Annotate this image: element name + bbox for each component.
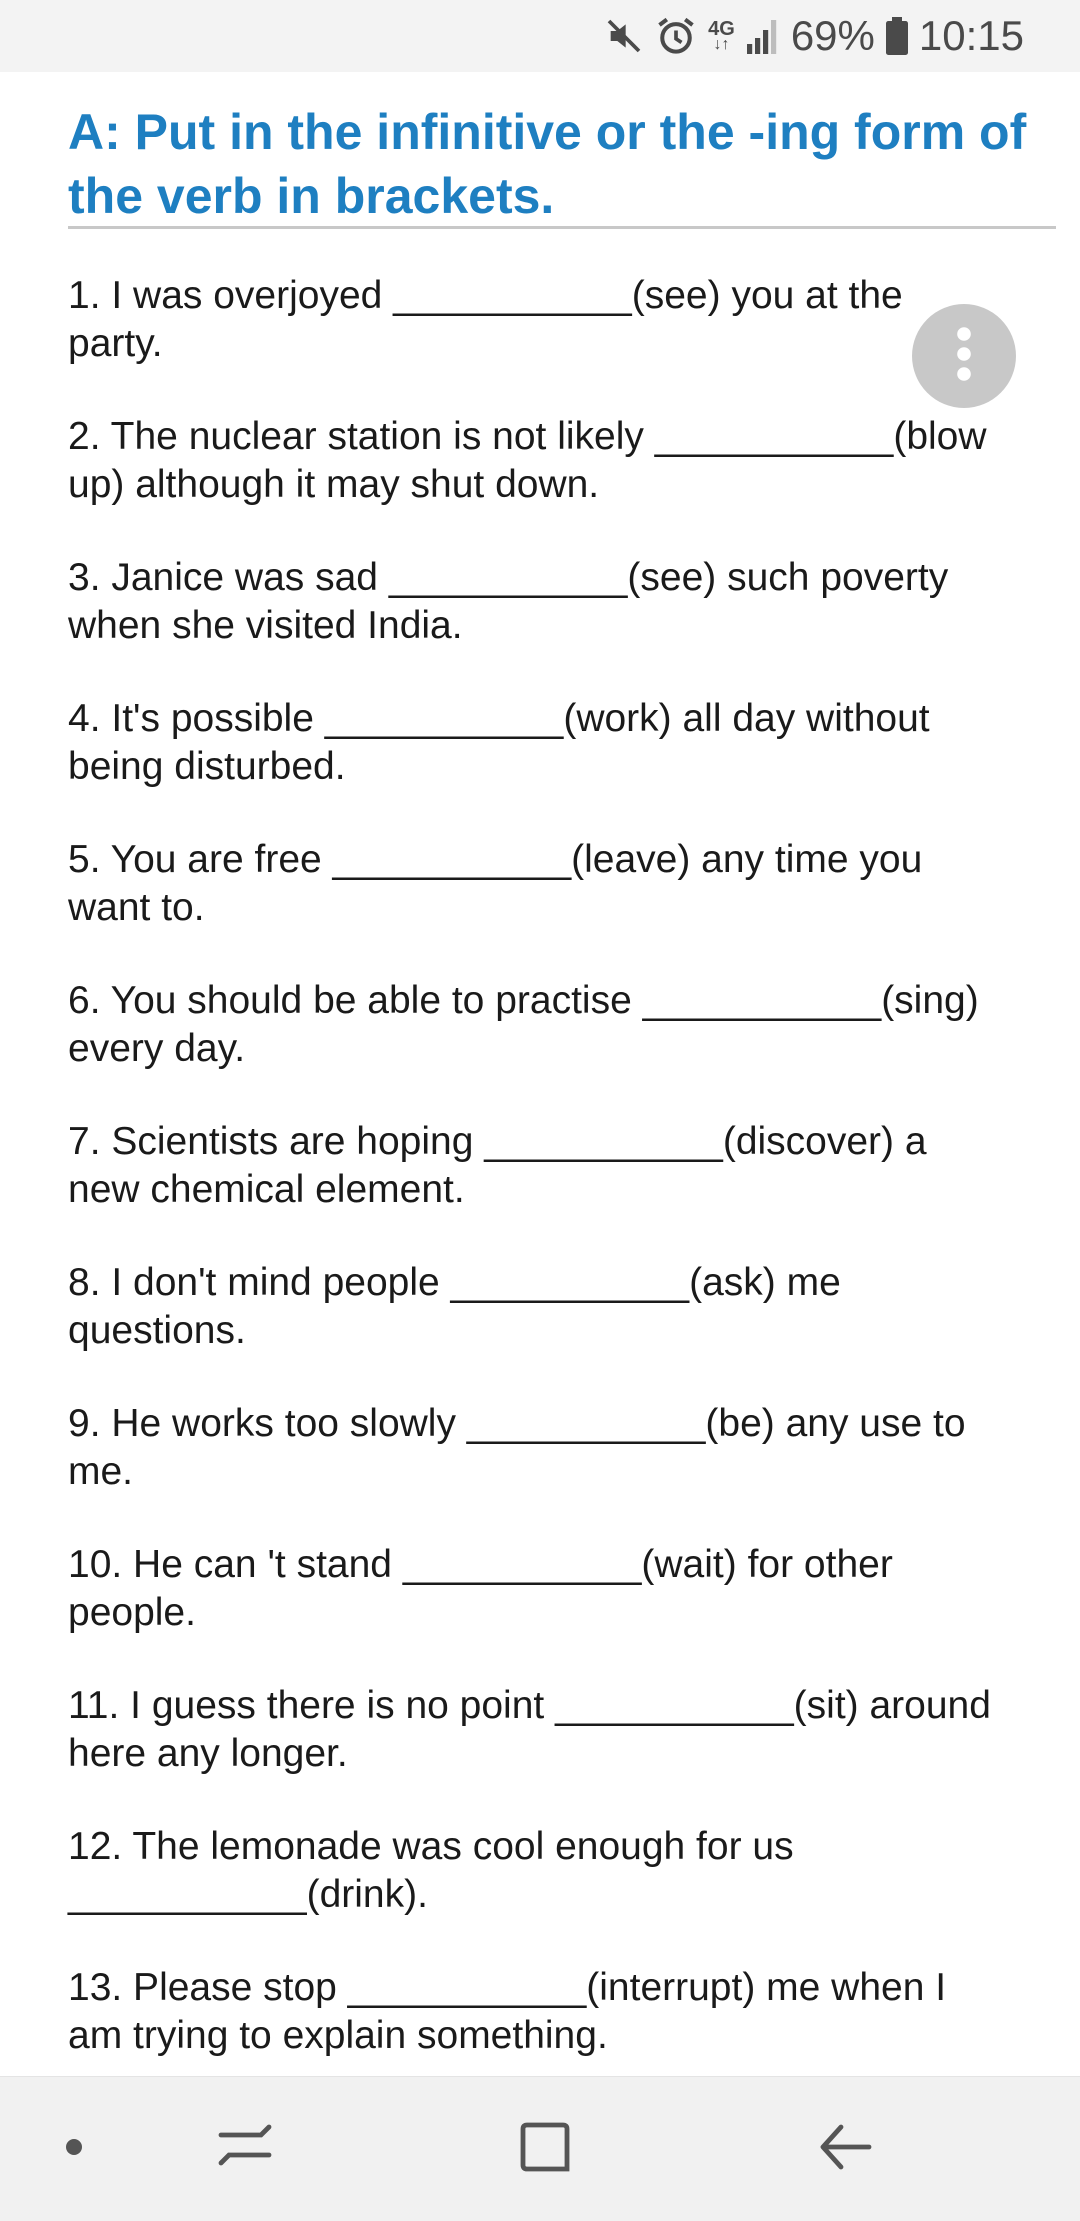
title-divider [68, 226, 1056, 229]
nav-dot-button[interactable] [44, 2077, 104, 2221]
question-item: 13. Please stop ___________(interrupt) me when I am trying to explain something. [68, 1966, 947, 2057]
page-content[interactable] [0, 72, 1080, 2076]
status-bar [0, 0, 1080, 72]
home-button[interactable] [500, 2077, 590, 2221]
network-type [708, 20, 735, 52]
data-arrows-icon: ↓↑ [713, 36, 730, 53]
question-item: 6. You should be able to practise ___________(sing) every day. [68, 979, 979, 1070]
network-type-label: 4G [708, 18, 735, 40]
question-item: 8. I don't mind people ___________(ask) me questions. [68, 1261, 841, 1352]
question-item: 1. I was overjoyed ___________(see) you at the party. [68, 274, 903, 365]
battery-icon [885, 16, 909, 56]
back-button[interactable] [800, 2077, 890, 2221]
alarm-icon [654, 14, 698, 58]
status-time: 10:15 [918, 12, 1024, 59]
battery-percent: 69% [790, 12, 875, 59]
question-item: 2. The nuclear station is not likely ___________(blow up) although it may shut down. [68, 415, 987, 506]
home-icon [517, 2119, 573, 2180]
question-item: 7. Scientists are hoping ___________(discover) a new chemical element. [68, 1120, 927, 1211]
mute-icon [604, 16, 644, 56]
question-item: 9. He works too slowly ___________(be) any use to me. [68, 1402, 966, 1493]
back-icon [817, 2119, 873, 2180]
question-item: 11. I guess there is no point ___________(sit) around here any longer. [68, 1684, 991, 1775]
page-title: A: Put in the infinitive or the -ing form of the verb in brackets. [68, 104, 1027, 224]
question-item: 10. He can 't stand ___________(wait) for other people. [68, 1543, 893, 1634]
dot-icon [64, 2137, 84, 2162]
question-item: 4. It's possible ___________(work) all day without being disturbed. [68, 697, 930, 788]
status-icons [604, 8, 1024, 64]
more-vert-icon [954, 324, 974, 389]
question-item: 5. You are free ___________(leave) any time you want to. [68, 838, 923, 929]
recent-apps-icon [217, 2119, 273, 2180]
signal-icon [745, 16, 781, 56]
question-list [68, 272, 1008, 2076]
question-item: 3. Janice was sad ___________(see) such poverty when she visited India. [68, 556, 949, 647]
navigation-bar [0, 2076, 1080, 2221]
more-options-button[interactable] [912, 304, 1016, 408]
question-item: 12. The lemonade was cool enough for us ___________(drink). [68, 1825, 794, 1916]
recent-apps-button[interactable] [200, 2077, 290, 2221]
